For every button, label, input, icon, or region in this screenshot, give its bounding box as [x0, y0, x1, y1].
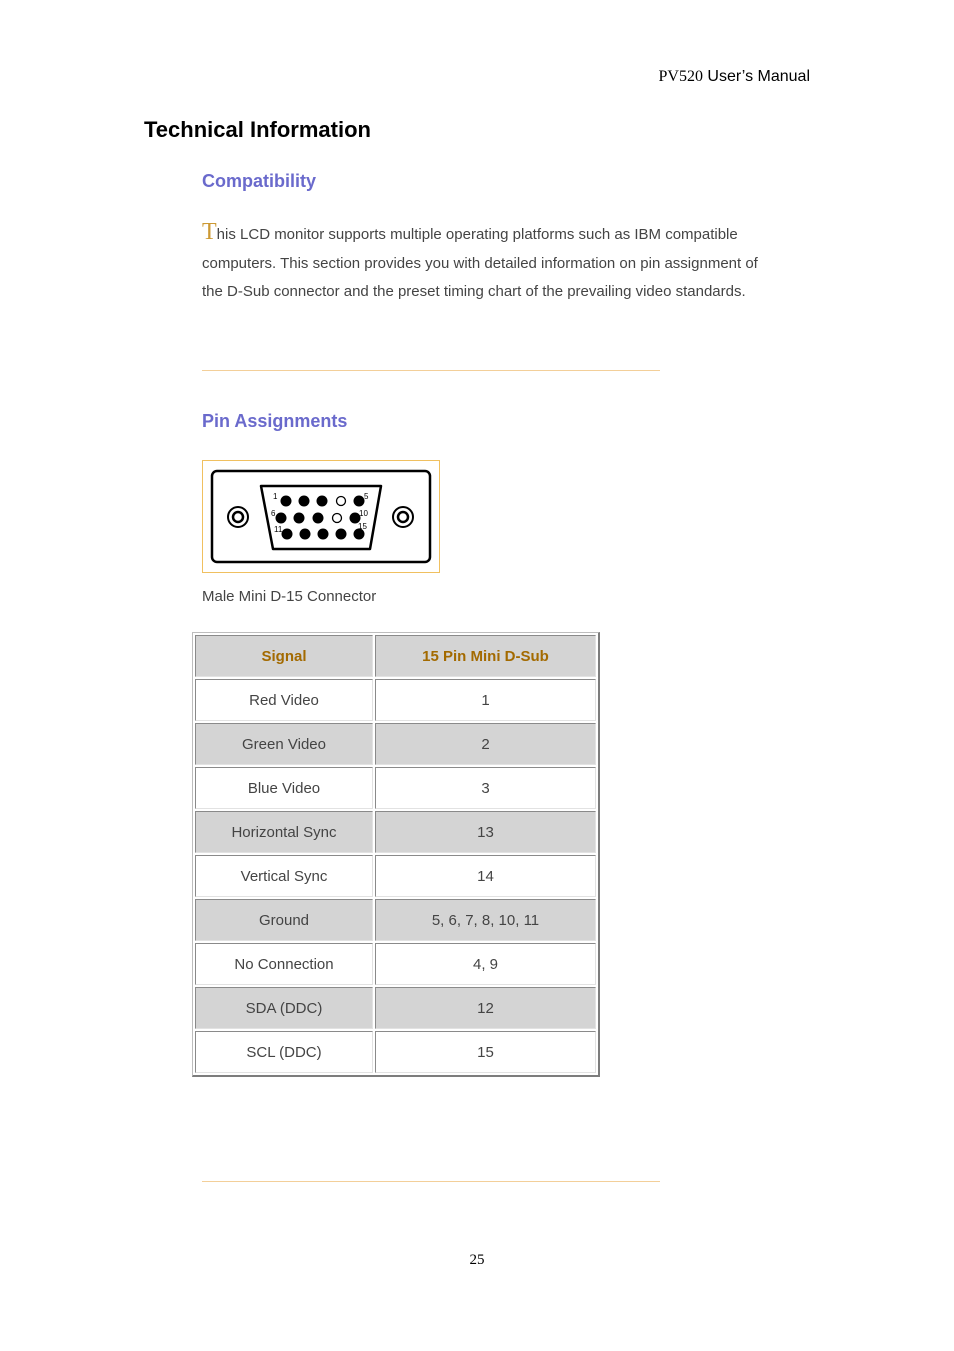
- table-row: [195, 855, 596, 897]
- pin-label-15: 15: [358, 522, 367, 531]
- column-header-signal: Signal: [195, 635, 373, 677]
- vga-connector-illustration: [203, 461, 439, 572]
- page-number: 25: [469, 1252, 485, 1268]
- table-row: [195, 679, 596, 721]
- table-header-row: [195, 635, 596, 677]
- pin-label-11: 11: [274, 525, 283, 534]
- table-row: [195, 1031, 596, 1073]
- pin-cell: 4, 9: [375, 943, 596, 985]
- signal-cell: SDA (DDC): [195, 987, 373, 1029]
- drop-cap: T: [202, 219, 217, 245]
- pin-cell: 13: [375, 811, 596, 853]
- pin-label-10: 10: [359, 509, 368, 518]
- signal-cell: Horizontal Sync: [195, 811, 373, 853]
- signal-cell: Blue Video: [195, 767, 373, 809]
- table-row: [195, 767, 596, 809]
- pin-cell: 3: [375, 767, 596, 809]
- pin-cell: 1: [375, 679, 596, 721]
- pin-assignment-table: [192, 632, 600, 1077]
- connector-diagram: [202, 460, 440, 573]
- running-header: [600, 68, 810, 86]
- pin-label-5: 5: [364, 492, 369, 501]
- connector-caption: Male Mini D-15 Connector: [202, 588, 377, 605]
- pin-assignments-heading: Pin Assignments: [202, 411, 348, 431]
- pin-label-6: 6: [271, 509, 276, 518]
- signal-cell: SCL (DDC): [195, 1031, 373, 1073]
- pin-cell: 15: [375, 1031, 596, 1073]
- signal-cell: Green Video: [195, 723, 373, 765]
- section-divider: [202, 370, 660, 371]
- section-divider: [202, 1181, 660, 1182]
- signal-cell: No Connection: [195, 943, 373, 985]
- page-title: Technical Information: [144, 117, 371, 142]
- table-row: [195, 987, 596, 1029]
- table-row: [195, 943, 596, 985]
- model-name: PV520: [658, 68, 703, 85]
- table-row: [195, 723, 596, 765]
- pin-cell: 5, 6, 7, 8, 10, 11: [375, 899, 596, 941]
- pin-cell: 12: [375, 987, 596, 1029]
- signal-cell: Ground: [195, 899, 373, 941]
- table-row: [195, 899, 596, 941]
- table-row: [195, 811, 596, 853]
- compatibility-heading: Compatibility: [202, 171, 317, 191]
- column-header-pin: 15 Pin Mini D-Sub: [375, 635, 596, 677]
- signal-cell: Vertical Sync: [195, 855, 373, 897]
- compatibility-body: his LCD monitor supports multiple operating platforms such as IBM compatible computers. This section provides you with detailed information on pin assignment of the D-Sub connector and the preset timing chart of the prevailing video standards.: [202, 226, 758, 300]
- pin-cell: 14: [375, 855, 596, 897]
- compatibility-paragraph: [202, 220, 762, 307]
- pin-label-1: 1: [273, 492, 278, 501]
- manual-title: User’s Manual: [702, 68, 810, 85]
- signal-cell: Red Video: [195, 679, 373, 721]
- pin-cell: 2: [375, 723, 596, 765]
